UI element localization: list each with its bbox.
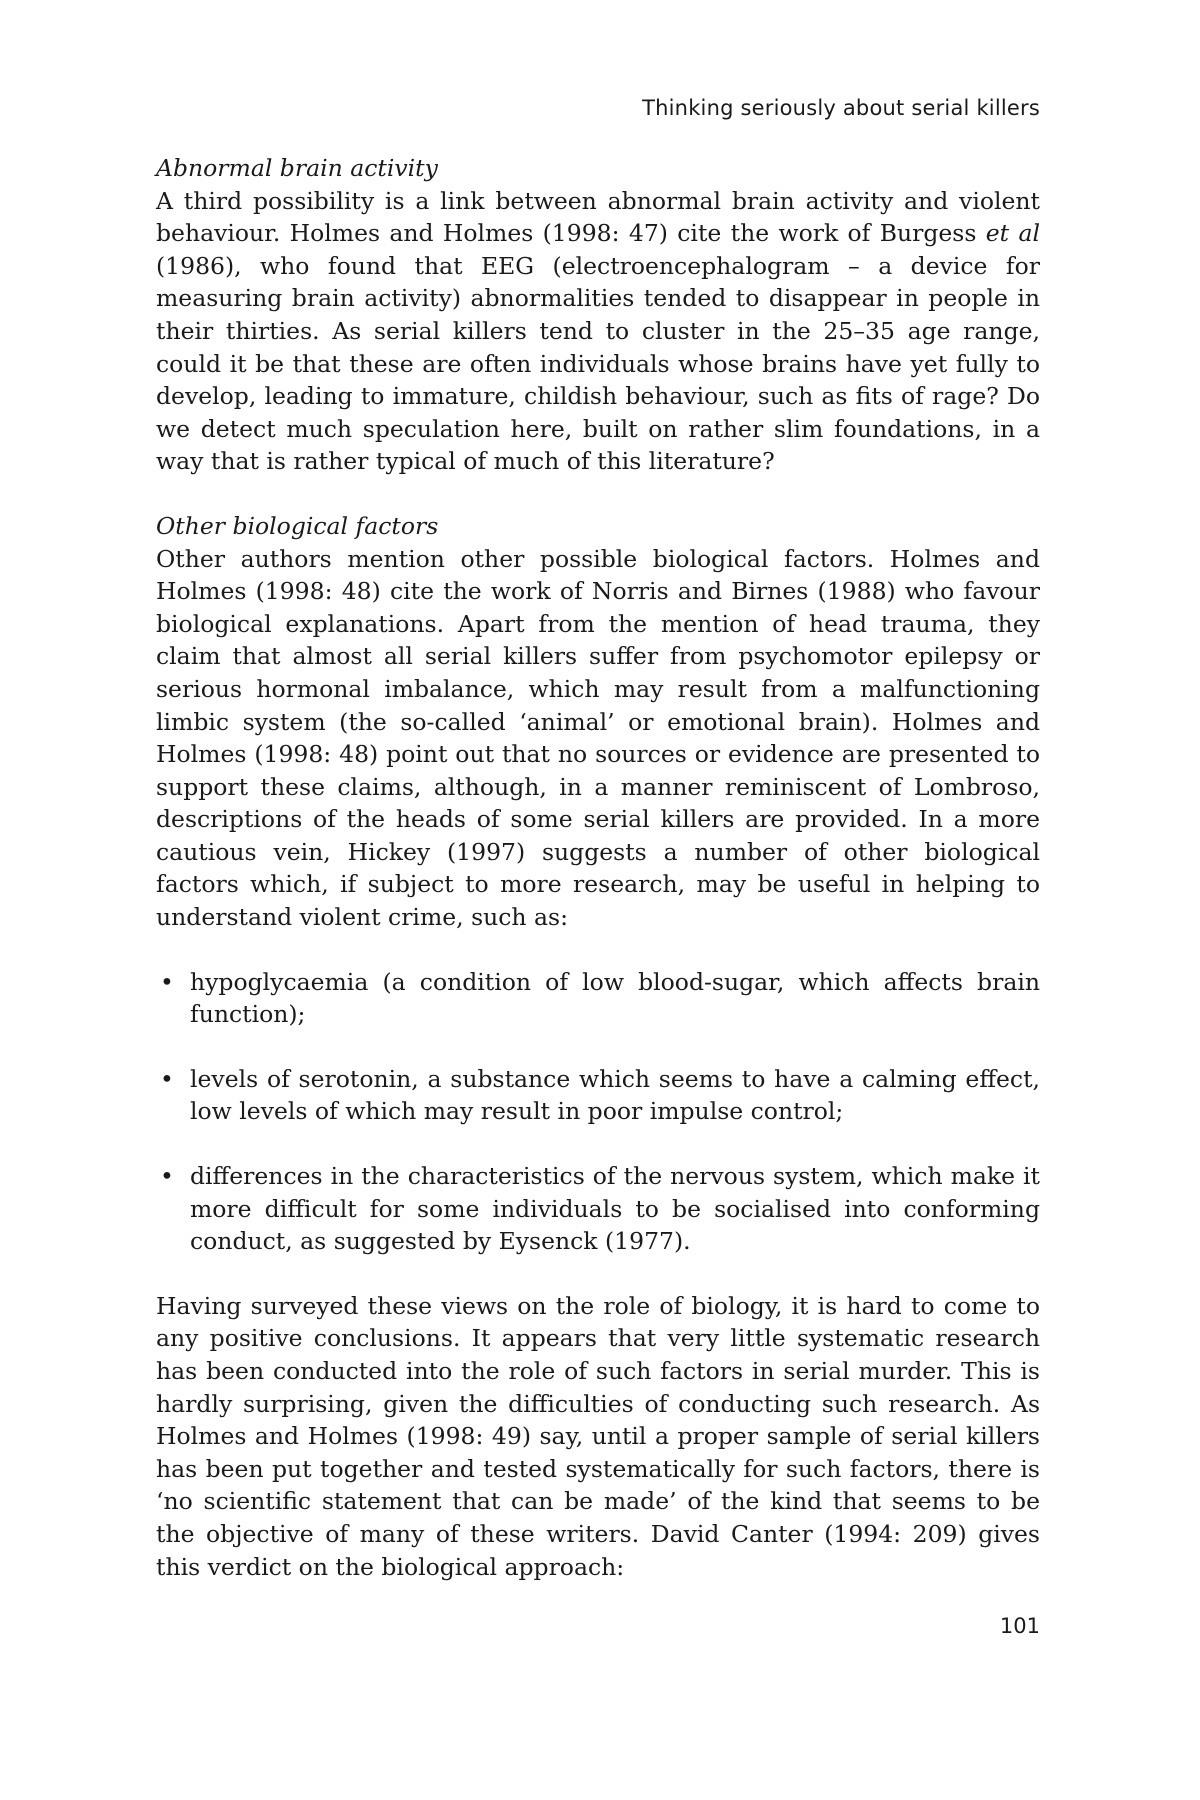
spacer: [156, 934, 1040, 966]
italic-et-al: et al: [985, 219, 1040, 248]
section-heading-other-biological-factors: Other biological factors: [156, 511, 439, 540]
bullet-text: differences in the characteristics of the nervous system, which make it more difficult for some individuals to be socialised into conforming conduct, as suggested by Eysenck (1977).: [190, 1162, 1040, 1256]
bullet-item: [156, 1063, 1040, 1128]
paragraph-other-biological-factors: Other authors mention other possible biological factors. Holmes and Holmes (1998: 48) cite the work of Norris and Birnes (1988) who favour biological explanations. Apart from the mention of head trauma, they claim that almost all serial killers suffer from psychomotor epilepsy or serious hormonal imbalance, which may result from a malfunctioning limbic system (the so-called ‘animal’ or emotional brain). Holmes and Holmes (1998: 48) point out that no sources or evidence are presented to support these claims, although, in a manner reminiscent of Lombroso, descriptions of the heads of some serial killers are provided. In a more cautious vein, Hickey (1997) suggests a number of other biological factors which, if subject to more research, may be useful in helping to understand violent crime, such as:: [156, 544, 1040, 932]
paragraph-text: A third possibility is a link between abnormal brain activity and violent behaviour. Holmes and Holmes (1998: 47) cite the work of Burgess: [156, 186, 1040, 248]
bullet-glyph: •: [160, 1162, 174, 1191]
bullet-text: levels of serotonin, a substance which seems to have a calming effect, low levels of which may result in poor impulse control;: [190, 1064, 1040, 1126]
bullet-glyph: •: [160, 1064, 174, 1093]
section-heading-abnormal-brain-activity: Abnormal brain activity: [156, 154, 438, 182]
running-head: Thinking seriously about serial killers: [642, 96, 1040, 120]
book-page: [156, 0, 1040, 1800]
closing-paragraph: Having surveyed these views on the role of biology, it is hard to come to any positive conclusions. It appears that very little systematic research has been conducted into the role of such factors in serial murder. This is hardly surprising, given the difficulties of conducting such research. As Holmes and Holmes (1998: 49) say, until a proper sample of serial killers has been put together and tested systematically for such factors, there is ‘no scientific statement that can be made’ of the kind that seems to be the objective of many of these writers. David Canter (1994: 209) gives this verdict on the biological approach:: [156, 1291, 1040, 1581]
paragraph-abnormal-brain-activity: [156, 185, 1040, 478]
page-number: 101: [999, 1614, 1040, 1638]
spacer: [156, 478, 1040, 510]
page-body: [156, 152, 1040, 1583]
bullet-text: hypoglycaemia (a condition of low blood-sugar, which affects brain function);: [190, 967, 1040, 1029]
paragraph-text: (1986), who found that EEG (electroencephalogram – a device for measuring brain activity) abnormalities tended to disappear in people in their thirties. As serial killers tend to cluster in the 25–35 age range, could it be that these are often individuals whose brains have yet fully to develop, leading to immature, childish behaviour, such as fits of rage? Do we detect much speculation here, built on rather slim foundations, in a way that is rather typical of much of this literature?: [156, 251, 1040, 476]
bullet-item: [156, 966, 1040, 1031]
bullet-item: [156, 1160, 1040, 1258]
bullet-glyph: •: [160, 967, 174, 996]
bullet-list: [156, 966, 1040, 1258]
